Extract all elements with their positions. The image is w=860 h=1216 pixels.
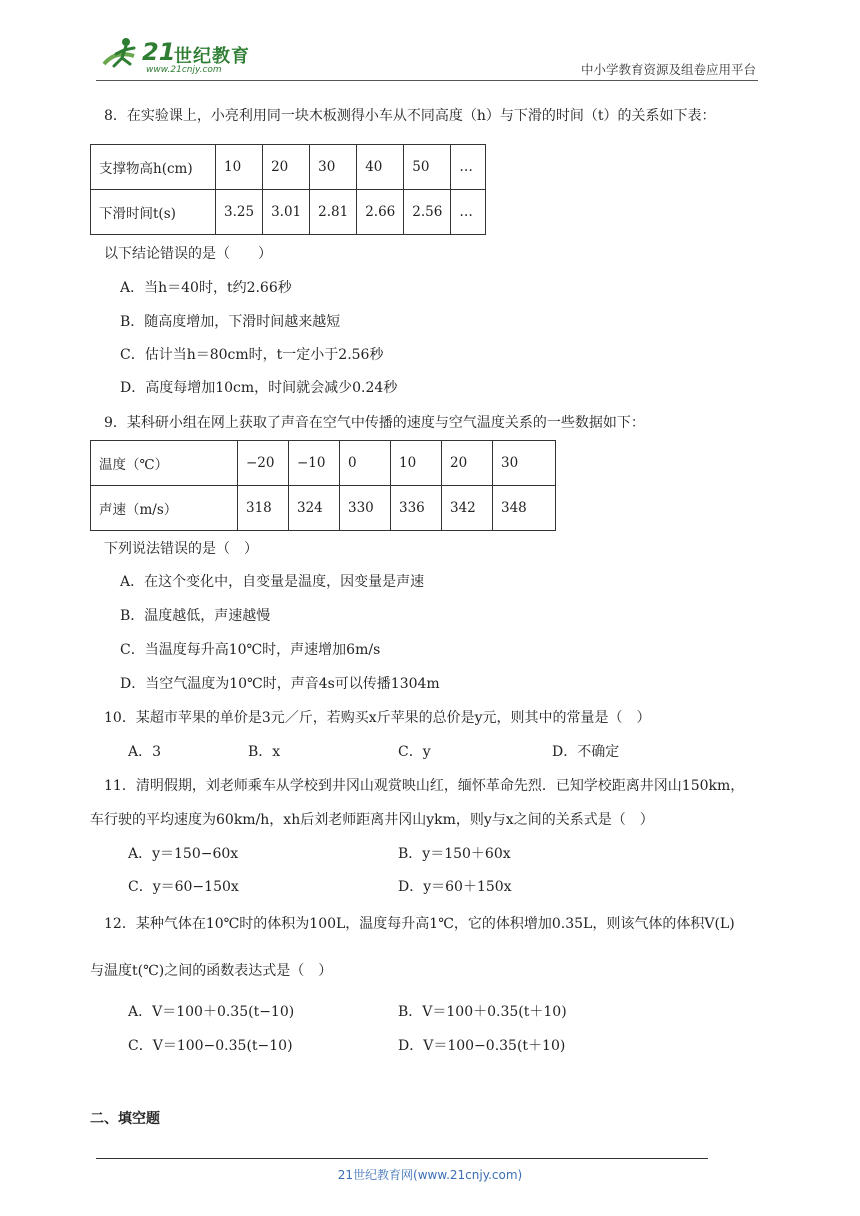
table-cell: 318: [238, 486, 289, 531]
q9-option-b[interactable]: B．温度越低，声速越慢: [120, 608, 271, 624]
table-cell: 50: [404, 145, 451, 190]
q9-table: [90, 440, 556, 531]
q10-option-d[interactable]: D．不确定: [552, 744, 620, 760]
table-cell: −20: [238, 441, 289, 486]
q9-option-c[interactable]: C．当温度每升高10℃时，声速增加6m/s: [120, 642, 381, 658]
header-divider: [96, 80, 758, 81]
table-cell: 声速（m/s）: [91, 486, 238, 531]
section-title: 二、填空题: [90, 1111, 160, 1127]
table-cell: 324: [289, 486, 340, 531]
table-cell: 0: [340, 441, 391, 486]
table-cell: 3.01: [263, 190, 310, 235]
footer-text[interactable]: 21世纪教育网(www.21cnjy.com): [337, 1168, 523, 1182]
q12-stem-line2: 与温度t(℃)之间的函数表达式是（ ）: [90, 963, 333, 979]
q8-option-c[interactable]: C．估计当h＝80cm时，t一定小于2.56秒: [120, 347, 384, 363]
table-cell: 10: [391, 441, 442, 486]
q11-option-b[interactable]: B．y＝150＋60x: [398, 846, 511, 862]
site-logo: [96, 34, 256, 78]
q12-option-c[interactable]: C．V＝100−0.35(t−10): [128, 1038, 293, 1054]
logo-text: 世纪教育: [174, 46, 250, 67]
table-cell: 342: [442, 486, 493, 531]
logo-url: www.21cnjy.com: [146, 65, 222, 75]
q8-option-d[interactable]: D．高度每增加10cm，时间就会减少0.24秒: [120, 380, 398, 396]
table-cell: 2.66: [357, 190, 404, 235]
table-cell: 20: [442, 441, 493, 486]
q11-option-c[interactable]: C．y＝60−150x: [128, 879, 239, 895]
q9-option-d[interactable]: D．当空气温度为10℃时，声音4s可以传播1304m: [120, 676, 440, 692]
q12-option-b[interactable]: B．V＝100＋0.35(t＋10): [398, 1004, 567, 1020]
table-row: [91, 486, 556, 531]
table-cell: 20: [263, 145, 310, 190]
table-row: [91, 441, 556, 486]
table-cell: 40: [357, 145, 404, 190]
table-cell: 30: [310, 145, 357, 190]
q10-option-b[interactable]: B．x: [248, 744, 281, 760]
table-cell: …: [451, 190, 486, 235]
table-cell: …: [451, 145, 486, 190]
table-cell: 2.81: [310, 190, 357, 235]
table-cell: 336: [391, 486, 442, 531]
q11-option-a[interactable]: A．y＝150−60x: [128, 846, 239, 862]
header-platform-text: 中小学教育资源及组卷应用平台: [580, 62, 756, 77]
q12-stem-line1: 12．某种气体在10℃时的体积为100L，温度每升高1℃，它的体积增加0.35L，则该气体的体积V(L): [104, 916, 735, 932]
q10-stem: 10．某超市苹果的单价是3元／斤，若购买x斤苹果的总价是y元，则其中的常量是（ ）: [104, 710, 651, 726]
table-cell: 下滑时间t(s): [91, 190, 216, 235]
table-cell: 支撑物高h(cm): [91, 145, 216, 190]
q10-option-a[interactable]: A．3: [128, 744, 162, 760]
q11-stem-line2: 车行驶的平均速度为60km/h，xh后刘老师距离井冈山ykm，则y与x之间的关系式是（ ）: [90, 812, 654, 828]
table-row: [91, 190, 486, 235]
table-cell: 30: [493, 441, 556, 486]
q12-option-d[interactable]: D．V＝100−0.35(t＋10): [398, 1038, 566, 1054]
footer-divider: [96, 1158, 708, 1159]
logo-number: 21: [142, 38, 176, 66]
q10-option-c[interactable]: C．y: [398, 744, 431, 760]
table-cell: 2.56: [404, 190, 451, 235]
table-cell: 温度（℃）: [91, 441, 238, 486]
table-cell: −10: [289, 441, 340, 486]
q11-stem-line1: 11．清明假期，刘老师乘车从学校到井冈山观赏映山红，缅怀革命先烈．已知学校距离井冈山150km，: [104, 778, 745, 794]
q11-option-d[interactable]: D．y＝60＋150x: [398, 879, 512, 895]
q8-stem: 8．在实验课上，小亮利用同一块木板测得小车从不同高度（h）与下滑的时间（t）的关系如下表：: [104, 108, 716, 124]
q8-option-a[interactable]: A．当h＝40时，t约2.66秒: [120, 280, 292, 296]
q9-option-a[interactable]: A．在这个变化中，自变量是温度，因变量是声速: [120, 574, 425, 590]
q9-stem: 9．某科研小组在网上获取了声音在空气中传播的速度与空气温度关系的一些数据如下：: [104, 415, 645, 431]
table-cell: 3.25: [216, 190, 263, 235]
q9-prompt: 下列说法错误的是（ ）: [104, 541, 258, 557]
q8-option-b[interactable]: B．随高度增加，下滑时间越来越短: [120, 314, 341, 330]
q8-prompt: 以下结论错误的是（ ）: [104, 246, 272, 262]
table-row: [91, 145, 486, 190]
table-cell: 330: [340, 486, 391, 531]
q8-table: [90, 144, 486, 235]
table-cell: 348: [493, 486, 556, 531]
table-cell: 10: [216, 145, 263, 190]
q12-option-a[interactable]: A．V＝100＋0.35(t−10): [128, 1004, 295, 1020]
